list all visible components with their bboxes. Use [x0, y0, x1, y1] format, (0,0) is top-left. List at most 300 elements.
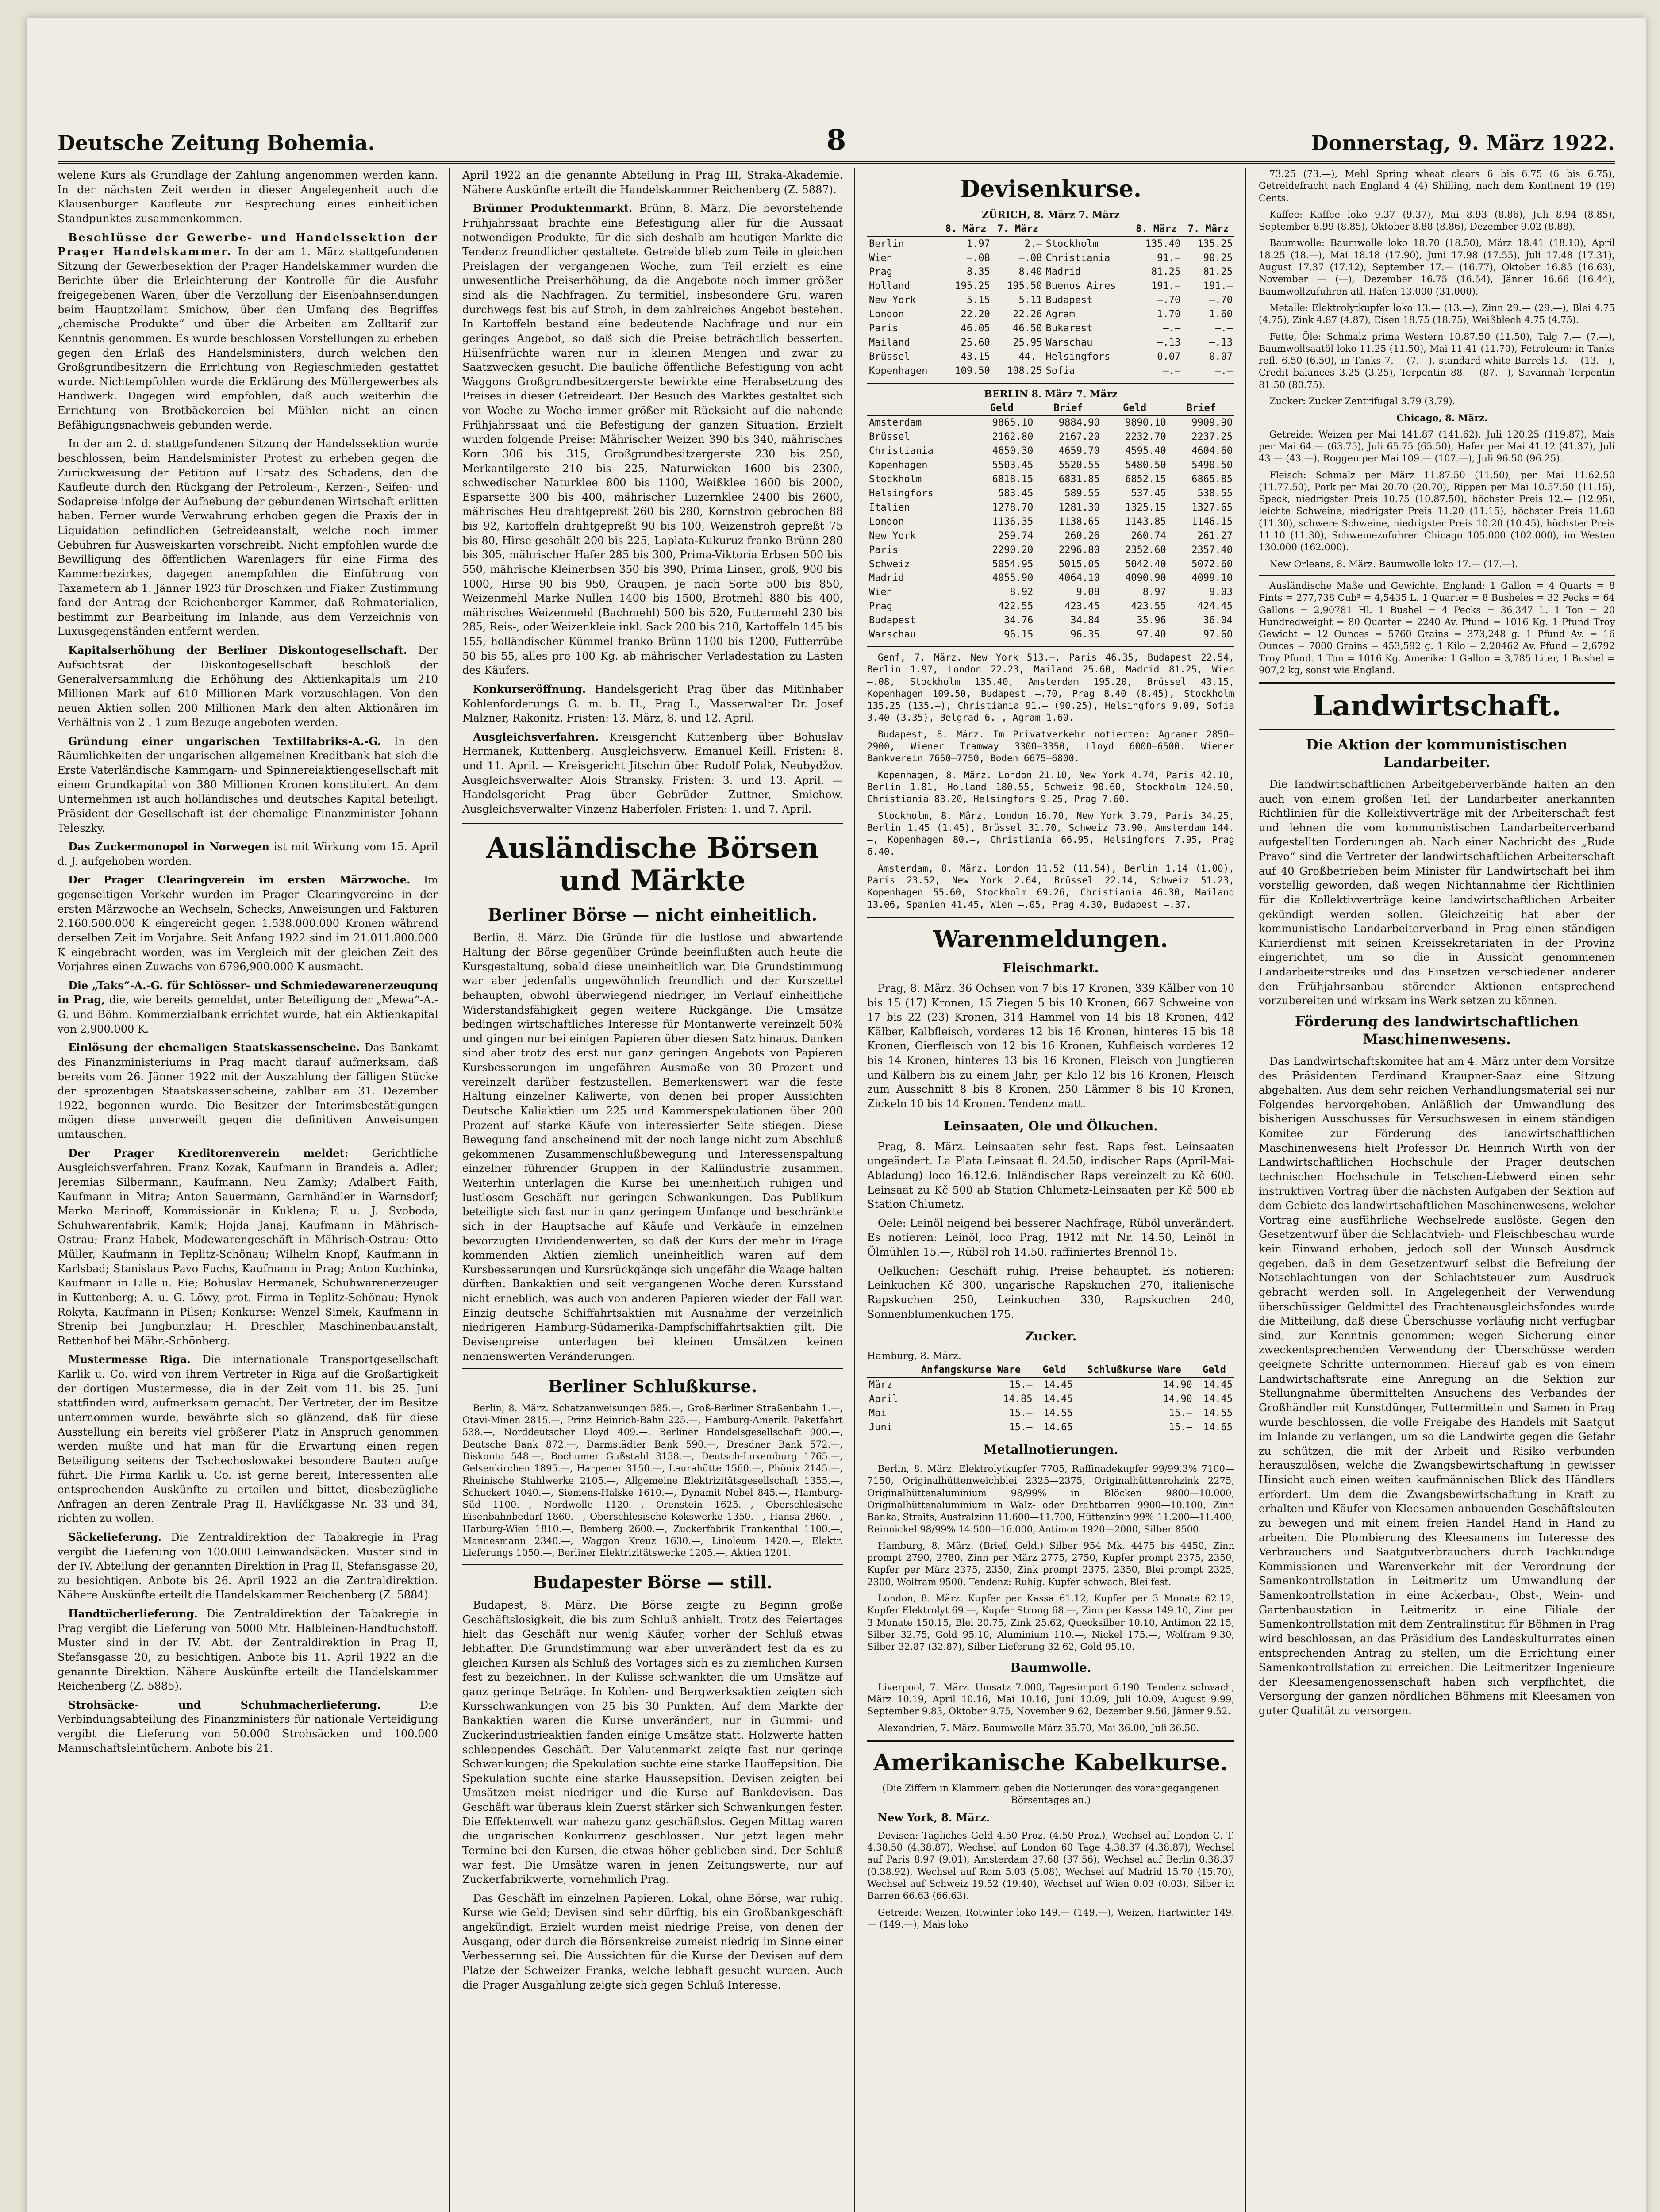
article-dateline: New York, 8. März.	[878, 1811, 990, 1824]
article-text: In den Räumlichkeiten der ungarischen allgemeinen Kreditbank hat sich die Erste Vaterländische Kammgarn- und Spinnereiaktiengesellschaft mit einem Grundkapital von 380 Millionen Kronen konstituiert. An dem Unternehmen ist auch holländisches und deutsches Kapital beteiligt. Präsident der Gesellschaft ist der ehemalige Finanzminister Johann Teleszky.	[58, 735, 438, 834]
table-cell: 14.90	[1163, 1394, 1192, 1405]
table-row	[867, 458, 1234, 472]
article-title: Brünner Produktenmarkt.	[473, 202, 633, 215]
table-cell: —.—	[1163, 365, 1181, 376]
divider	[1259, 575, 1615, 576]
table-cell: 1143.85	[1125, 516, 1166, 527]
article-text: April 1922 an die genannte Abteilung in Prag III, Straka-Akademie. Nähere Auskünfte erteilt die Handelskammer Reichenberg (Z. 5887).	[462, 169, 843, 196]
table-cell: 589.55	[1064, 488, 1100, 499]
table-cell: 14.45	[1043, 1379, 1073, 1391]
table-cell: 4090.90	[1125, 572, 1166, 584]
table-cell: 15.—	[1009, 1421, 1033, 1433]
table-cell: Stockholm	[869, 474, 922, 485]
table-cell: 14.45	[1043, 1394, 1073, 1405]
table-row	[867, 307, 1234, 322]
table-cell: Budapest	[1045, 295, 1093, 306]
article-text: Berlin, 8. März. Die Gründe für die lustlose und abwartende Haltung der Börse gegenüber Gründe beeinflußten auch heute die Kursgestaltung, sobald diese uneinheitlich war. Die Grundstimmung war aber jedenfalls ungewöhnlich freundlich und der Kurszettel behaupten, obwohl überwiegend niedriger, im Verlauf einheitliche Widerstandsfähigkeit gegen weitere Rückgänge. Die Umsätze bedingen wirtschaftliches Interesse für Montanwerte vereinzelt 50% und gingen nur bei einigen Papieren über diesen Satz hinaus. Danken sind aber trotz des erst nur ganz geringen Angebots von Papieren Kursbesserungen im ungefähren Ausmaße von 30 Prozent und vereinzelt darüber festzustellen. Bemerkenswert war die feste Haltung einzelner Kaliwerte, von denen bei proper Aussichten Deutsche Kaliaktien um 225 und Kammerspekulationen über 200 Prozent auf starke Käufe von interessierter Seite stiegen. Diese Bewegung fand anscheinend mit der noch lange nicht zum Abschluß gekommenen Zusammenschlußbewegung und Interessenspaltung einzelner führender Gruppen in der Kaliindustrie zusammen. Weiterhin unterlagen die Kurse bei uneinheitlich ruhigen und lustlosem Geschäft nur geringen Schwankungen. Das Publikum beteiligte sich fast nur in ganz geringem Umfange und beschränkte sich in der Hauptsache auf Käufe und Verkäufe in einzelnen bevorzugten Dividendenwerten, so daß der Kurs der mehr in Frage kommenden Aktien ziemlich uneinheitlich waren auf dem Kursbesserungen und Kursrückgänge sich ungefähr die Waage halten dürften. Bankaktien und seit vergangenen Woche deren Kursstand nicht erheblich, was auch von anderen Papieren wieder der Fall war. Einzig deutsche Schiffahrtsaktien mit Ausnahme der verzeinlich niedrigeren Hamburg-Südamerika-Dampfschiffahrtsaktien gilt. Die Devisenpreise unterlagen bei kleinen Umsätzen keinen nennenswerten Veränderungen.	[462, 931, 843, 1363]
rates-text: Amsterdam, 8. März. London 11.52 (11.54), Berlin 1.14 (1.00), Paris 23.52, New York 2.64, Brüssel 22.14, Schweiz 51.23, Kopenhagen 55.60, Stockholm 69.26, Christiania 46.30, Mailand 13.06, Spanien 41.45, Wien —.05, Prag 4.30, Budapest —.37.	[867, 863, 1234, 910]
table-cell: 135.40	[1145, 238, 1181, 250]
table-row	[867, 487, 1234, 501]
article-title: Das Zuckermonopol in Norwegen	[68, 840, 269, 853]
table-cell: Paris	[869, 544, 899, 556]
article-text: Das Geschäft im einzelnen Papieren. Lokal, ohne Börse, war ruhig. Kurse wie Geld; Devisen sind sehr dürftig, bis ein Großbankgeschäft angekündigt. Erzielt wurden meist niedrige Preise, von denen der Ausgang, oder durch die Börsenkreise zumeist niedrig im Sinne einer Verbesserung sei. Die Aussichten für die Kurse der Devisen auf dem Platze der Schweizer Franks, welche lebhaft gesucht wurden. Auch die Prager Ausgahlung zeigte sich gegen Schluß Interesse.	[462, 1892, 843, 1991]
table-cell: 4650.30	[992, 445, 1034, 457]
section-heading: Landwirtschaft.	[1312, 689, 1561, 723]
table-cell: Kopenhagen	[869, 365, 928, 376]
table-cell: 1325.15	[1125, 502, 1166, 513]
table-title: BERLIN 8. März 7. März	[984, 388, 1118, 400]
article-paragraph	[462, 730, 843, 817]
article-text: Berlin, 8. März. Elektrolytkupfer 7705, Raffinadekupfer 99/99.3% 7100—7150, Originalhüttenweichblei 2325—2375, Originalhüttenrohzink 2275, Originalhüttenaluminium 98/99% in Blöcken 9800—10.000, Originalhüttenaluminium in Walz- oder Drahtbarren 9900—10.100, Zinn Banka, Straits, Australzinn 11.600—11.700, Hüttenzinn 99% 11.200—11.400, Reinnickel 98/99% 14.500—16.000, Antimon 1920—2000, Silber 8500.	[867, 1463, 1234, 1535]
table-cell: 25.60	[961, 337, 990, 348]
section-heading: Amerikanische Kabelkurse.	[873, 1749, 1229, 1776]
table-cell: 96.35	[1070, 629, 1100, 641]
table-cell: 9890.10	[1125, 417, 1166, 429]
article-title: Gründung einer ungarischen Textilfabriks-A.-G.	[68, 734, 381, 748]
article-paragraph	[58, 1530, 438, 1602]
article-dateline: Chicago, 8. März.	[1396, 412, 1488, 424]
article-text: Berlin, 8. März. Schatzanweisungen 585.—, Groß-Berliner Straßenbahn 1.—, Otavi-Minen 2815.—, Prinz Heinrich-Bahn 225.—, Hamburg-Amerik. Paketfahrt 538.—, Norddeutscher Lloyd 409.—, Berliner Handelsgesellschaft 900.—, Deutsche Bank 872.—, Darmstädter Bank 590.—, Dresdner Bank 572.—, Diskonto 548.—, Bochumer Gußstahl 3158.—, Deutsch-Luxemburg 1765.—, Gelsenkirchen 1895.—, Harpener 3150.—, Laurahütte 1560.—, Phönix 2145.—, Rheinische Stahlwerke 2105.—, Allgemeine Elektrizitätsgesellschaft 1355.—, Schuckert 1040.—, Siemens-Halske 1610.—, Dynamit Nobel 845.—, Hamburg-Süd 1100.—, Nordwolle 1120.—, Orenstein 1625.—, Oberschlesische Eisenbahnbedarf 1860.—, Oberschlesische Kokswerke 1350.—, Hansa 2860.—, Harburg-Wien 1810.—, Bemberg 2600.—, Zuckerfabrik Frankenthal 1100.—, Mannesmann 2340.—, Waggon Kreuz 1630.—, Linoleum 1420.—, Elektr. Lieferungs 1050.—, Berliner Elektrizitätswerke 1205.—, Aktien 1201.	[462, 1402, 843, 1559]
section-divider	[867, 917, 1234, 918]
table-cell: 22.26	[1013, 309, 1042, 320]
table-cell: 36.04	[1203, 615, 1233, 626]
divider	[462, 1368, 843, 1369]
column-2	[462, 168, 843, 2212]
article-title: Der Prager Kreditorenverein meldet:	[68, 1146, 349, 1160]
table-row	[867, 1406, 1234, 1421]
table-cell: 583.45	[998, 488, 1034, 499]
page-header	[58, 106, 1615, 164]
section-divider	[462, 823, 843, 824]
table-cell: Sofia	[1045, 365, 1075, 376]
column-rule	[1245, 168, 1246, 2212]
article-text: Gerichtliche Ausgleichsverfahren. Franz Kozak, Kaufmann in Brandeis a. Adler; Jeremias Silbermann, Kaufmann, Neu Zamky; Adalbert Faith, Kaufmann in Mitra; Anton Sauermann, Garnhändler in Warnsdorf; Marko Marinoff, Kommissionär in Kuklena; F. u. J. Svoboda, Schuhwarenfabrik, Kamik; Hojda Janaj, Kaufmann in Mährisch-Ostrau; Franz Habek, Modewarengeschäft in Mährisch-Ostrau; Otto Müller, Kaufmann in Teplitz-Schönau; Wilhelm Knopf, Kaufmann in Karlsbad; Stanislaus Pavo Fuchs, Kaufmann in Prag; Anton Kuchinka, Kaufmann in Lille u. Eie; Bohuslav Hermanek, Schuhwarenerzeuger in Kuttenberg; A. u. G. Löwy, prot. Firma in Teplitz-Schönau; Hynek Rokyta, Kaufmann in Pilsen; Konkurse: Wenzel Simek, Kaufmann in Strenip bei Jungbunzlau; H. Dreschler, Maschinenbauanstalt, Rettenhof bei Mähr.-Schönberg.	[58, 1147, 438, 1347]
section-divider	[867, 1740, 1234, 1742]
article-text: Die internationale Transportgesellschaft Karlik u. Co. wird von ihrem Vertreter in Riga auf die Großartigkeit der dortigen Mustermesse, die in der Zeit vom 11. bis 25. Juni stattfinden wird, aufmerksam gemacht. Der Vertreter, der im Besitze unternommen wurde, bewährte sich so glänzend, daß für diese Ausstellung ein bereits viel größerer Platz in Anspruch genommen werden mußte und hat man für die Erwartung einen regen Beteiligung seitens der Tschechoslowakei besondere Bauten aufge führt. Die Firma Karlik u. Co. ist gerne bereit, Interessenten alle entsprechenden Auskünfte zu erteilen und bittet, diesbezügliche Anfragen an deren Zentrale Prag II, Havlíčkgasse Nr. 33 und 34, richten zu wollen.	[58, 1353, 438, 1525]
table-row	[867, 585, 1234, 599]
table-cell: 6818.15	[992, 474, 1034, 485]
table-cell: Wien	[869, 252, 892, 264]
table-cell: 43.15	[961, 351, 990, 362]
table-cell: 5054.95	[992, 558, 1034, 570]
article-text: In der am 2. d. stattgefundenen Sitzung der Handelssektion wurde beschlossen, beim Handelsminister Protest zu erheben gegen die Zurückweisung der Petition auf Ersatz des Schadens, den die Kaufleute durch den Rückgang der Petroleum-, Kerzen-, Seifen- und Sodapreise infolge der Aufhebung der gebundenen Wirtschaft erlitten haben. Ferner wurde Verwahrung erhoben gegen die Praxis der in Liquidation befindlichen Getreideanstalt, welche noch immer Gebühren für Ausweiskarten vorschreibt. Nicht empfohlen wurde die Bewilligung des öffentlichen Warenlagers für eine Firma des Kammerbezirkes, dagegen anempfohlen die Einführung von Taxametern ab 1. Jänner 1923 für Droschken und Fiaker. Zustimmung fand der Antrag der Reichenberger Kammer, daß Rohmaterialien, bestimmt zur Bearbeitung im Inlande, aus dem Verzeichnis von Luxusgegenständen entfernt werden.	[58, 438, 438, 638]
table-cell: 1.97	[966, 238, 990, 250]
article-heading: Budapester Börse — still.	[533, 1572, 772, 1592]
column-rule	[854, 168, 855, 2212]
article-title: Handtücherlieferung.	[68, 1607, 198, 1620]
publication-name: Deutsche Zeitung Bohemia.	[58, 131, 375, 155]
table-cell: 260.26	[1064, 530, 1100, 541]
table-row	[867, 265, 1234, 279]
table-cell: 1327.65	[1191, 502, 1233, 513]
table-cell: 4595.40	[1125, 445, 1166, 457]
table-cell: 15.—	[1009, 1408, 1033, 1419]
table-cell: Juni	[869, 1421, 892, 1433]
table-cell: —.13	[1157, 337, 1181, 348]
table-cell: 15.—	[1009, 1379, 1033, 1391]
article-title: Säckelieferung.	[68, 1530, 162, 1544]
article-text: die, wie bereits gemeldet, unter Beteiligung der „Mewa“-A.-G. und Böhm. Kommerzialbank errichtet wurde, hat ein Aktienkapital von 2,900.000 K.	[58, 994, 438, 1035]
table-row	[867, 614, 1234, 628]
table-cell: 1136.35	[992, 516, 1034, 527]
table-cell: 2.—	[1024, 238, 1042, 250]
table-cell: Warschau	[869, 629, 916, 641]
table-cell: Agram	[1045, 309, 1075, 320]
divider	[867, 383, 1234, 384]
subsection-heading: Metallnotierungen.	[983, 1442, 1118, 1457]
table-cell: 25.95	[1013, 337, 1042, 348]
subsection-heading: Zucker.	[1025, 1329, 1077, 1344]
table-cell: 9909.90	[1191, 417, 1233, 429]
rates-text: Kopenhagen, 8. März. London 21.10, New York 4.74, Paris 42.10, Berlin 1.81, Holland 180.55, Schweiz 90.60, Stockholm 124.50, Christiania 83.20, Helsingfors 9.25, Prag 7.60.	[867, 769, 1234, 805]
divider	[462, 1564, 843, 1565]
table-cell: 81.25	[1151, 266, 1181, 278]
table-cell: —.—	[1215, 323, 1233, 334]
table-cell: 0.07	[1157, 351, 1181, 362]
table-cell: 4055.90	[992, 572, 1034, 584]
table-row	[867, 472, 1234, 487]
table-cell: 109.50	[955, 365, 990, 376]
table-cell: 4659.70	[1058, 445, 1100, 457]
table-cell: Christiania	[869, 445, 934, 457]
article-paragraph	[58, 230, 438, 433]
table-cell: 14.55	[1203, 1408, 1233, 1419]
table-row	[867, 515, 1234, 529]
table-cell: —.—	[1163, 323, 1181, 334]
subsection-heading: Baumwolle.	[1010, 1660, 1091, 1675]
article-text: London, 8. März. Kupfer per Kassa 61.12, Kupfer per 3 Monate 62.12, Kupfer Elektrolyt 69.—, Kupfer Strong 68.—, Zinn per Kassa 149.10, Zinn per 3 Monate 150.15, Blei 20.75, Zink 25.62, Quecksilber 10.10, Antimon 22.15, Silber 32.75, Gold 95.10, Aluminium 110.—, Nickel 175.—, Wolfram 9.30, Silber 32.87 (32.87), Silber Lieferung 32.62, Gold 95.10.	[867, 1593, 1234, 1652]
table-cell: 14.45	[1203, 1379, 1233, 1391]
table-cell: 422.55	[998, 601, 1034, 612]
table-cell: Mai	[869, 1408, 887, 1419]
article-title: Einlösung der ehemaligen Staatskassenscheine.	[68, 1041, 360, 1054]
article-text: In der am 1. März stattgefundenen Sitzung der Gewerbesektion der Prager Handelskammer wurden die Berichte über die Erleichterung der Kontrolle für die Ausfuhr freigegebenen Waren, über die Verzollung der Eisenbahnsendungen beim Hauptzollamt Smichow, über den Umfang des Begriffes „chemische Produkte“ und über die Arbeiten am Zolltarif zur Kenntnis genommen. Es wurde beschlossen Vorstellungen zu erheben gegen den Erlaß des Handelsministers, durch welchen den Großgrundbesitzern die Errichtung von Regieschmieden gestattet wurde. Nichtempfohlen wurde die Erklärung des Müllergewerbes als Handwerk. Dagegen wird empfohlen, daß auch weiterhin die Errichtung von Brotbäckereien bei Mühlen nicht an einen Befähigungsnachweis gebunden werde.	[58, 246, 438, 431]
table-cell: 6852.15	[1125, 474, 1166, 485]
table-cell: 9.08	[1076, 587, 1100, 598]
table-cell: 537.45	[1131, 488, 1166, 499]
article-text: ist mit Wirkung vom 15. April d. J. aufgehoben worden.	[58, 841, 438, 868]
article-paragraph	[58, 1698, 438, 1756]
table-cell: Brüssel	[869, 351, 910, 362]
table-cell: 191.—	[1151, 280, 1181, 292]
article-title: Ausgleichsverfahren.	[473, 730, 599, 743]
table-cell: Helsingfors	[1045, 351, 1111, 362]
table-cell: 4064.10	[1058, 572, 1100, 584]
table-cell: 2232.70	[1125, 431, 1166, 443]
table-cell: 5480.50	[1125, 460, 1166, 471]
article-paragraph	[58, 873, 438, 974]
article-paragraph	[58, 840, 438, 868]
table-cell: Holland	[869, 280, 910, 292]
article-text: Im gegenseitigen Verkehr wurden im Prager Clearingvereine in der ersten Märzwoche an Wechseln, Schecks, Anweisungen und Fakturen 2.160.500.000 K eingereicht gegen 1.538.000.000 Kronen während derselben Zeit im Vorjahre. Seit Anfang 1922 sind im 21.011.800.000 K eingebracht worden, was im Vergleich mit der gleichen Zeit des Vorjahres einen Zuwachs von 6796,900.000 K ausmacht.	[58, 874, 438, 973]
table-cell: 2167.20	[1058, 431, 1100, 443]
table-cell: 35.96	[1137, 615, 1166, 626]
article-text: Getreide: Weizen, Rotwinter loko 149.— (149.—), Weizen, Hartwinter 149.— (149.—), Mais loko	[867, 1907, 1234, 1930]
table-header-cell: Anfangskurse Ware	[907, 1363, 1034, 1378]
table-cell: —.08	[1018, 252, 1042, 264]
table-row	[867, 237, 1234, 251]
table-cell: 135.25	[1197, 238, 1233, 250]
table-cell: 9884.90	[1058, 417, 1100, 429]
rates-text: Stockholm, 8. März. London 16.70, New York 3.79, Paris 34.25, Berlin 1.45 (1.45), Brüssel 31.70, Schweiz 73.90, Amsterdam 144.—, Kopenhagen 80.—, Christiania 66.95, Helsingfors 7.95, Prag 6.40.	[867, 810, 1234, 857]
berlin-rates-table	[867, 401, 1234, 642]
table-cell: 44.—	[1018, 351, 1042, 362]
section-heading: Warenmeldungen.	[933, 926, 1168, 953]
table-cell: 6865.85	[1191, 474, 1233, 485]
table-row	[867, 251, 1234, 265]
article-text: Liverpool, 7. März. Umsatz 7.000, Tagesimport 6.190. Tendenz schwach, März 10.19, April 10.16, Mai 10.16, Juni 10.09, Juli 10.09, August 9.99, September 9.83, Oktober 9.75, November 9.62, Dezember 9.56, Jänner 9.52.	[867, 1682, 1234, 1717]
table-title: ZÜRICH, 8. März 7. März	[982, 209, 1120, 221]
table-cell: 1138.65	[1058, 516, 1100, 527]
table-cell: 108.25	[1007, 365, 1042, 376]
article-text: Das Landwirtschaftskomitee hat am 4. März unter dem Vorsitze des Präsidenten Ferdinand Kraupner-Saaz eine Sitzung abgehalten. Aus dem sehr reichen Verhandlungsmaterial sei nur Folgendes hervorgehoben. Anläßlich der Umwandlung des bisherigen Ausschusses für Versuchswesen in einem ständigen Komitee zur Förderung des landwirtschaftlichen Maschinenwesens hielt Professor Dr. Heinrich Wirth von der Landwirtschaftlichen Hochschule der Prager deutschen technischen Hochschule in Tetschen-Liebwerd einen sehr instruktiven Vortrag über die nächsten Aufgaben der Sektion auf dem Gebiete des landwirtschaftlichen Maschinenwesens, welcher Vortrag eine ausführliche Wechselrede auslöste. Gegen den Gesetzentwurf über die Schlachtvieh- und Fleischbeschau wurde kein Einwand erhoben, jedoch soll der Wunsch Ausdruck gegeben, daß in dem Gesetzentwurf selbst die Befreiung der Notschlachtungen von der Schlachtsteuer zum Ausdruck gebracht werden soll. In Angelegenheit der Verwendung überschüssiger Geldmittel des Frachtenausgleichsfondes wurde die Mitteilung, daß diese Überschüsse vorläufig nicht verfügbar sind, zur Kenntnis genommen; wegen Sicherung einer zweckentsprechenden Verwendung der Überschüsse werden geeignete Schritte unternommen. Hierauf gab es von einem Landwirtschaftsrate eine Anregung an die Sektion zur Stellungnahme übermittelten Ansuchens des Verbandes der Großhändler mit Kunstdünger, Futtermitteln und Samen in Prag wurde beschlossen, die volle Freigabe des Handels mit Saatgut im Inlande zu verlangen, um so die Landwirte gegen die Gefahr zu schützen, die mit der Arbeit und Risiko verbunden herauszulösen, welche die Zwangsbewirtschaftung in gewisser Hinsicht auch einen weiten kaufmännischen Blick des Händlers erfordert. Um dem die Zwangsbewirtschaftung in Kraft zu erhalten und Käufer von Kleesamen anbauenden Geschäftsleuten zu bewegen und mit einem freien Handel Hand in Hand zu arbeiten. Die Plombierung des Kleesamens im Interesse des Verbrauchers und Saatgutverbrauchers durch Fachkundige Kommissionen und Warenverkehr mit der Verordnung der Samenkontrollstation in Leitmeritz um Umwandlung der Samenkontrollstation in eine Ackerbau-, Obst-, Wein- und Gartenbaustation in Leitmeritz in eine Filiale der Samenkontrollstation mit dem Zentralinstitut für Böhmen in Prag wird beschlossen, an das Präsidium des Landeskulturrates einen entsprechenden Antrag zu stellen, um die Errichtung einer Samenkontrollstation zu erreichen. Die Leitmeritzer Ingenieure der Kleesamengenossenschaft haben sich verpflichtet, die Versorgung der ganzen nördlichen Böhmens mit Kleesamen von guter Qualität zu versorgen.	[1259, 1055, 1615, 1717]
table-header-cell: Geld	[968, 401, 1035, 416]
article-text: Alexandrien, 7. März. Baumwolle März 35.70, Mai 36.00, Juli 36.50.	[878, 1722, 1199, 1733]
article-title: Der Prager Clearingverein im ersten Märzwoche.	[68, 873, 411, 887]
article-text: Brünn, 8. März. Die bevorstehende Frühjahrssaat brachte eine Befestigung aller für die Aussaat notwendigen Produkte, für die sich deshalb am heutigen Markte die Tendenz freundlicher gestaltete. Getreide blieb zum Teile in gleichen Preislagen der vergangenen Woche, zum Teil erzielt es eine unwesentliche Preiserhöhung, da die Angebote noch immer größer sind als die Nachfragen. Zu termitiel, insbesondere Gru, waren durchwegs fest bis auf Stroh, in dem zahlreiches Angebot bestehen. In Kartoffeln bestand eine bedeutende Nachfrage und nur ein geringes Angebot, so daß sich die Preise beträchtlich besserten. Hülsenfrüchte waren nur in kleinen Mengen und zwar zu Saatzwecken gesucht. Die bauliche öffentliche Befestigung von acht Waggons Großgrundbesitzergerste bewirkte eine Herabsetzung des Preises in dieser Getreideart. Der Besuch des Marktes gestaltet sich von Woche zu Woche immer größer mit Rücksicht auf die nahende Frühjahrssaat und die Befestigung der ganzen Situation. Erzielt wurden folgende Preise: Mährischer Weizen 390 bis 340, mährisches Korn 306 bis 315, Großgrundbesitzergerste 230 bis 250, Merkantilgerste 210 bis 225, Naturwicken 1600 bis 2300, schwedischer Naturklee 800 bis 1100, Weißklee 1600 bis 2000, Esparsette 300 bis 400, mährischer Luzernklee 2400 bis 2600, mährisches Heu drahtgepreßt 260 bis 280, Kornstroh gebrochen 88 bis 92, Kartoffeln drahtgepreßt 90 bis 100, Weizenstroh gepreßt 75 bis 80, Hirse geschält 200 bis 225, Laplata-Kukuruz franko Brünn 280 bis 305, mährischer Hafer 285 bis 300, Prima-Viktoria Erbsen 500 bis 550, mährische Kleinerbsen 350 bis 390, Prima Linsen, groß, 900 bis 1000, Hirse 90 bis 950, Graupen, je nach Sorte 500 bis 850, Weizenmehl Marke Nullen 1400 bis 1500, Brotmehl 880 bis 400, mährisches Weizenmehl (Bachmehl) 500 bis 520, Futtermehl 230 bis 285, Reis-, oder Weizenkleie inkl. Sack 200 bis 210, Kartoffeln 145 bis 155, holländischer Kümmel franko Brünn 1100 bis 1200, Futterrübe 50 bis 55, alles pro 100 Kg. ab mährischer Verladestation zu Lasten des Käufers.	[462, 202, 843, 677]
agriculture-banner	[1259, 682, 1615, 730]
table-header-cell: Schlußkurse Ware	[1075, 1363, 1194, 1378]
table-cell: 423.45	[1064, 601, 1100, 612]
table-cell: 2162.80	[992, 431, 1034, 443]
table-header-cell	[1044, 222, 1130, 237]
table-cell: 46.05	[961, 323, 990, 334]
table-cell: 46.50	[1013, 323, 1042, 334]
measures-text: Ausländische Maße und Gewichte. England: 1 Gallon = 4 Quarts = 8 Pints = 277,738 Cub³ = 4,5435 L. 1 Quarter = 8 Busheles = 32 Pecks = 64 Gallons = 2,90781 Hl. 1 Bushel = 4 Pecks = 36,347 L. 1 Ton = 20 Hundredweight = 80 Quarter = 2240 Av. Pfund = 1016 Kg. 1 Pfund Troy Gewicht = 12 Ounces = 5760 Grains = 373,248 g. 1 Pfund Av. = 16 Ounces = 7000 Grains = 453,592 g. 1 Kilo = 2,20462 Av. Pfund = 2,6792 Troy Pfund. 1 Ton = 1016 Kg. Amerika: 1 Gallon = 3,785 Liter, 1 Bushel = 907,2 kg, sonst wie England.	[1259, 580, 1615, 676]
table-cell: Budapest	[869, 615, 916, 626]
article-title: Die „Taks“-A.-G. für Schlösser- und Schmiedewarenerzeugung in Prag,	[58, 979, 438, 1006]
table-cell: London	[869, 516, 904, 527]
divider	[867, 646, 1234, 647]
table-cell: 2352.60	[1125, 544, 1166, 556]
table-cell: 14.55	[1043, 1408, 1073, 1419]
table-row	[867, 322, 1234, 336]
table-header-cell: Geld	[1034, 1363, 1075, 1378]
table-cell: 1278.70	[992, 502, 1034, 513]
table-cell: 96.15	[1004, 629, 1034, 641]
article-text: Die Zentraldirektion der Tabakregie in Prag vergibt die Lieferung von 5000 Mtr. Halbleinen-Handtuchstoff. Muster sind in der IV. Abt. der Zentraldirektion in Prag II, Stefansgasse 20, zu besichtigen. Anbote bis 11. April 1922 an die genannte Direktion. Nähere Auskünfte erteilt die Handelskammer Reichenberg (Z. 5885).	[58, 1608, 438, 1693]
table-cell: —.70	[1209, 295, 1233, 306]
table-cell: New York	[869, 295, 916, 306]
section-note: (Die Ziffern in Klammern geben die Notierungen des vorangegangenen Börsentages an.)	[882, 1782, 1219, 1805]
table-row	[867, 350, 1234, 364]
table-cell: 97.40	[1137, 629, 1166, 641]
table-cell: 4099.10	[1191, 572, 1233, 584]
table-cell: 260.74	[1131, 530, 1166, 541]
table-cell: 15.—	[1168, 1421, 1192, 1433]
table-cell: 6831.85	[1058, 474, 1100, 485]
table-row	[867, 599, 1234, 614]
table-row	[867, 430, 1234, 444]
table-cell: 14.90	[1163, 1379, 1192, 1391]
table-cell: Warschau	[1045, 337, 1093, 348]
article-heading: Die Aktion der kommunistischen Landarbeiter.	[1306, 736, 1568, 771]
article-text: Oelkuchen: Geschäft ruhig, Preise behauptet. Es notieren: Leinkuchen Kč 300, ungarische Rapskuchen 270, italienische Rapskuchen 250, Leinkuchen 330, Rapskuchen 240, Sonnenblumenkuchen 175.	[867, 1264, 1234, 1321]
article-paragraph	[58, 1607, 438, 1694]
table-cell: 538.55	[1197, 488, 1233, 499]
table-cell: April	[869, 1394, 899, 1405]
table-row	[867, 1421, 1234, 1435]
table-header-cell: 8. März	[1130, 222, 1183, 237]
table-cell: 5015.05	[1058, 558, 1100, 570]
table-cell: 2357.40	[1191, 544, 1233, 556]
table-row	[867, 529, 1234, 543]
table-cell: Mailand	[869, 337, 910, 348]
table-row	[867, 501, 1234, 515]
section-heading: Ausländische Börsen und Märkte	[486, 831, 819, 898]
subsection-heading: Fleischmarkt.	[1003, 960, 1099, 975]
table-cell: 423.55	[1131, 601, 1166, 612]
table-row	[867, 628, 1234, 642]
table-cell: 91.—	[1157, 252, 1181, 264]
article-paragraph	[462, 682, 843, 726]
article-paragraph	[462, 201, 843, 678]
table-row	[867, 571, 1234, 585]
article-text: Fleisch: Schmalz per März 11.87.50 (11.50), per Mai 11.62.50 (11.77.50), Pork per Mai 20.70 (20.70), Rippen per Mai 10.57.50 (11.15), Speck, niedrigster Preis 10.75 (10.87.50), höchster Preis 12.— (12.95), leichte Schweine, niedrigster Preis 11.20 (11.15), höchster Preis 11.60 (11.30), schwere Schweine, niedrigster Preis 10.20 (10.45), höchster Preis 11.10 (11.30), Schweinezufuhren Chicago 105.000 (102.000), im Westen 130.000 (162.000).	[1259, 469, 1615, 553]
table-cell: 14.45	[1203, 1394, 1233, 1405]
table-cell: 5.15	[966, 295, 990, 306]
table-cell: 259.74	[998, 530, 1034, 541]
rates-text: Genf, 7. März. New York 513.—, Paris 46.35, Budapest 22.54, Berlin 1.97, London 22.23, Mailand 25.60, Madrid 81.25, Wien —.08, Stockholm 135.40, Amsterdam 195.20, Brüssel 43.15, Kopenhagen 109.50, Budapest —.70, Prag 8.40 (8.45), Stockholm 135.25 (135.—), Christiania 91.— (90.25), Helsingfors 9.09, Sofia 3.40 (3.35), Belgrad 6.—, Agram 1.60.	[867, 652, 1234, 723]
article-text: Metalle: Elektrolytkupfer loko 13.— (13.—), Zinn 29.— (29.—), Blei 4.75 (4.75), Zink 4.87 (4.87), Eisen 18.75 (18.75), Weißblech 4.75 (4.75).	[1259, 302, 1615, 326]
article-text: Die Verbindungsabteilung des Finanzministers für nationale Verteidigung vergibt die Lieferung von 50.000 Strohsäcken und 100.000 Mannschaftsleintüchern. Anbote bis 21.	[58, 1698, 438, 1755]
table-header-cell: Brief	[1168, 401, 1234, 416]
table-row	[867, 444, 1234, 458]
table-cell: 2290.20	[992, 544, 1034, 556]
table-cell: Brüssel	[869, 431, 910, 443]
table-cell: 8.35	[966, 266, 990, 278]
subsection-heading: Leinsaaten, Ole und Ölkuchen.	[944, 1118, 1158, 1133]
table-cell: 90.25	[1203, 252, 1233, 264]
table-cell: Christiania	[1045, 252, 1111, 264]
article-text: Baumwolle: Baumwolle loko 18.70 (18.50), März 18.41 (18.10), April 18.25 (18.—), Mai 18.18 (17.90), Juni 17.98 (17.55), Juli 17.48 (17.31), August 17.37 (17.12), September 17.— (16.77), Oktober 16.85 (16.63), November — (—), Dezember 16.75 (16.54), Jänner 16.66 (16.44), Baumwollzufuhren atl. Häfen 13.000 (31.000).	[1259, 238, 1615, 297]
table-cell: 4604.60	[1191, 445, 1233, 457]
table-cell: —.08	[966, 252, 990, 264]
table-cell: 9.03	[1209, 587, 1233, 598]
table-cell: 8.40	[1018, 266, 1042, 278]
table-header-cell	[867, 222, 940, 237]
newspaper-page	[27, 18, 1646, 2212]
table-cell: Amsterdam	[869, 417, 922, 429]
table-row	[867, 543, 1234, 557]
table-cell: 261.27	[1197, 530, 1233, 541]
column-rule	[449, 168, 450, 2212]
article-heading: Berliner Börse — nicht einheitlich.	[488, 904, 818, 925]
article-text: New Orleans, 8. März. Baumwolle loko 17.— (17.—).	[1269, 558, 1518, 569]
table-cell: 81.25	[1203, 266, 1233, 278]
article-text: Kaffee: Kaffee loko 9.37 (9.37), Mai 8.93 (8.86), Juli 8.94 (8.85), September 8.99 (8.85), Oktober 8.88 (8.86), Dezember 9.02 (8.88).	[1259, 209, 1615, 232]
table-cell: 5042.40	[1125, 558, 1166, 570]
table-cell: 1281.30	[1058, 502, 1100, 513]
table-row	[867, 336, 1234, 350]
table-cell: Prag	[869, 266, 892, 278]
table-cell: 0.07	[1209, 351, 1233, 362]
table-cell: 34.84	[1070, 615, 1100, 626]
table-row	[867, 1378, 1234, 1392]
article-title: Konkurseröffnung.	[473, 682, 586, 695]
table-title: Hamburg, 8. März.	[867, 1351, 961, 1362]
table-cell: Kopenhagen	[869, 460, 928, 471]
table-cell: 5.11	[1018, 295, 1042, 306]
table-cell: 5072.60	[1191, 558, 1233, 570]
article-text: 73.25 (73.—), Mehl Spring wheat clears 6 bis 6.75 (6 bis 6.75), Getreidefracht nach England 4 (4) Shilling, nach dem Kontinent 19 (19) Cents.	[1259, 169, 1615, 204]
article-text: Das Bankamt des Finanzministeriums in Prag macht darauf aufmerksam, daß bereits vom 26. Jänner 1922 mit der Auszahlung der fälligen Stücke der sprozentigen Staatskassenscheine, zahlbar am 31. Dezember 1922, begonnen wurde. Die Besitzer der Interimsbestätigungen mögen diese unverweilt gegen die definitiven Anweisungen umtauschen.	[58, 1041, 438, 1141]
column-4	[1259, 168, 1615, 2212]
table-row	[867, 364, 1234, 378]
table-cell: 191.—	[1203, 280, 1233, 292]
table-cell: Madrid	[869, 572, 904, 584]
table-cell: New York	[869, 530, 916, 541]
article-text: Prag, 8. März. Leinsaaten sehr fest. Raps fest. Leinsaaten ungeändert. La Plata Leinsaat fl. 24.50, indischer Raps (April-Mai-Abladung) loco 16.12.6. Inländischer Raps vereinzelt zu Kč 600. Leinsaat zu Kč 500 ab Station Chlumetz-Leinsaaten per Kč 500 ab Station Chlumetz.	[867, 1140, 1234, 1211]
table-cell: 1.70	[1157, 309, 1181, 320]
zurich-rates-table	[867, 222, 1234, 378]
table-cell: 14.85	[1003, 1394, 1033, 1405]
table-cell: 195.50	[1007, 280, 1042, 292]
table-header-cell: Geld	[1194, 1363, 1234, 1378]
issue-date: Donnerstag, 9. März 1922.	[1310, 131, 1615, 155]
article-paragraph	[58, 734, 438, 835]
article-text: Die landwirtschaftlichen Arbeitgeberverbände halten an den auch von einem großen Teil der Landarbeiter anerkannten Richtlinien für die Kollektivverträge mit der Arbeiterschaft fest und lehnen die vom kommunistischen Landarbeiterverband aufgestellten Forderungen ab. Nach einer Nachricht des „Rude Pravo“ sind die Vertreter der landwirtschaftlichen Arbeiterschaft auf 40 Großbetrieben beim Minister für Landwirtschaft bei ihm vorstellig geworden, daß wegen Nichtannahme der Richtlinien für die Kollektivverträge keine landwirtschaftlichen Arbeiter gekündigt werden sollen. Gleichzeitig hat aber der kommunistische Landarbeiterverband in Prag einen ständigen Kurierdienst mit seinen Kreissekretariaten in der Provinz eingerichtet, um so die in Aussicht genommenen Landarbeiterstreiks und das Einsetzen verschiedener anderer den Frühjahrsanbau störender Aktionen entsprechend vorzubereiten und wirksam ins Werk setzen zu können.	[1259, 778, 1615, 1007]
article-text: Oele: Leinöl neigend bei besserer Nachfrage, Rüböl unverändert. Es notieren: Leinöl, loco Prag, 1912 mit Nr. 14.50, Leinöl in Ölmühlen 15.—, Rüböl roh 14.50, raffiniertes Brennöl 15.	[867, 1217, 1234, 1259]
table-header-cell: Brief	[1035, 401, 1101, 416]
table-cell: 97.60	[1203, 629, 1233, 641]
table-cell: —.70	[1157, 295, 1181, 306]
table-cell: 34.76	[1004, 615, 1034, 626]
table-cell: 2296.80	[1058, 544, 1100, 556]
article-text: Devisen: Tägliches Geld 4.50 Proz. (4.50 Proz.), Wechsel auf London C. T. 4.38.50 (4.38.87), Wechsel auf London 60 Tage 4.38.37 (4.38.87), Wechsel auf Paris 8.97 (9.01), Amsterdam 37.68 (37.56), Wechsel auf Berlin 0.38.37 (0.38.92), Wechsel auf Rom 5.03 (5.08), Wechsel auf Madrid 15.70 (15.70), Wechsel auf Schweiz 19.52 (19.40), Wechsel auf Wien 0.03 (0.03), Silber in Barren 66.63 (66.63).	[867, 1830, 1234, 1901]
table-header-cell	[867, 401, 968, 416]
article-text: Kreisgericht Kuttenberg über Bohuslav Hermanek, Kuttenberg. Ausgleichsverw. Emanuel Keill. Fristen: 8. und 11. April. — Kreisgericht Jitschin über Rudolf Polak, Neubydžov. Ausgleichsverwalter Alois Stransky. Fristen: 3. und 13. April. — Handelsgericht Prag über Gebrüder Zuttner, Smichow. Ausgleichsverwalter Vinzenz Haberfoler. Fristen: 1. und 7. April.	[462, 730, 843, 815]
table-cell: 5520.55	[1058, 460, 1100, 471]
table-cell: Schweiz	[869, 558, 910, 570]
table-cell: Paris	[869, 323, 899, 334]
table-header-cell: 7. März	[992, 222, 1044, 237]
table-cell: 14.65	[1203, 1421, 1233, 1433]
table-cell: Buenos Aires	[1045, 280, 1116, 292]
article-paragraph	[58, 979, 438, 1037]
table-row	[867, 279, 1234, 293]
table-cell: —.13	[1209, 337, 1233, 348]
column-1	[58, 168, 438, 2212]
article-text: Budapest, 8. März. Die Börse zeigte zu Beginn große Geschäftslosigkeit, die bis zum Schluß anhielt. Trotz des Feiertages hielt das Geschäft nur wenig Käufer, vorher der Schluß etwas lebhafter. Die Grundstimmung war aber unverändert fest da es zu gleichen Kursen als Schluß des Vortages sich es zu ziemlichen Kursen fest zu bezeichnen. In der Kulisse schwankten die um Umsätze auf ganz geringe Beträge. In Kohlen- und Bergwerksaktien zeigten sich Kursschwankungen von 25 bis 30 Punkten. Auf dem Markte der Bankaktien waren die Kurse unverändert, nur in Gummi- und Zuckerindustrieaktien fanden einige Umsätze statt. Holzwerte hatten schleppendes Geschäft. Der Valutenmarkt zeigte fast nur geringe Schwankungen; die Spekulation suchte eine starke Hauffepsition. Die Spekulation suchte eine starke Haussepsition. Devisen zeigten bei Umsätzen meist niedriger und die Kurse auf Bankdevisen. Das Geschäft war überaus klein Zuerst stärker sich Schwankungen fester. Die Effektenwelt war nahezu ganz geschäftslos. Gegen Mittag waren die ungarischen Konkurrenz geschlossen. Nur jetzt lagen mehr Termine bei den Kursen, die etwas höher geblieben sind. Der Schluß war fest. Die Umsätze waren in jenen Zeitungswerte, nur auf Zuckerfabrikwerte, vornehmlich Prag.	[462, 1599, 843, 1886]
article-heading: Berliner Schlußkurse.	[548, 1376, 757, 1397]
table-cell: 195.25	[955, 280, 990, 292]
table-cell: 9865.10	[992, 417, 1034, 429]
table-cell: Bukarest	[1045, 323, 1093, 334]
article-text: Hamburg, 8. März. (Brief, Geld.) Silber 954 Mk. 4475 bis 4450, Zinn prompt 2790, 2780, Zinn per März 2775, 2750, Kupfer prompt 2375, 2350, Kupfer per März 2375, 2350, Zink prompt 2375, 2350, Blei prompt 2325, 2300, Wolfram 9500. Tendenz: Ruhig. Kupfer schwach, Blei fest.	[867, 1540, 1234, 1587]
article-text: welene Kurs als Grundlage der Zahlung angenommen werden kann. In der nächsten Zeit werden in dieser Angelegenheit auch die Klausenburger Kaufleute zur Besprechung eines einheitlichen Standpunktes zusammenkommen.	[58, 169, 438, 225]
table-cell: Wien	[869, 587, 892, 598]
table-header-cell: Geld	[1102, 401, 1168, 416]
article-text: Zucker: Zucker Zentrifugal 3.79 (3.79).	[1269, 396, 1456, 407]
article-title: Strohsäcke- und Schuhmacherlieferung.	[68, 1698, 381, 1711]
article-text: Handelsgericht Prag über das Mitinhaber Kohlenforderungs G. m. b. H., Prag I., Masserwalter Dr. Josef Malzner, Rakonitz. Fristen: 13. März, 8. und 12. April.	[462, 683, 843, 725]
table-cell: März	[869, 1379, 892, 1391]
table-cell: 15.—	[1168, 1408, 1192, 1419]
table-cell: 5490.50	[1191, 460, 1233, 471]
article-paragraph	[58, 1041, 438, 1141]
table-header-cell: 7. März	[1182, 222, 1234, 237]
section-heading: Devisenkurse.	[960, 176, 1141, 203]
table-cell: Berlin	[869, 238, 904, 250]
article-title: Beschlüsse der Gewerbe- und Handelssektion der Prager Handelskammer.	[58, 230, 438, 258]
article-title: Mustermesse Riga.	[68, 1353, 191, 1366]
article-paragraph	[58, 1352, 438, 1526]
table-cell: Prag	[869, 601, 892, 612]
article-text: Prag, 8. März. 36 Ochsen von 7 bis 17 Kronen, 339 Kälber von 10 bis 15 (17) Kronen, 15 Ziegen 5 bis 10 Kronen, 667 Schweine von 17 bis 22 (23) Kronen, 314 Hammel von 14 bis 18 Kronen, 442 Kälber, Kalbfleisch, vorderes 12 bis 16 Kronen, hinteres 15 bis 18 Kronen, Gierfleisch von 12 bis 16 Kronen, Kuhfleisch vorderes 12 bis 14 Kronen, hinteres 13 bis 16 Kronen, Fleisch von Jungtieren und Kälbern bis zu einem Jahr, per Kilo 12 bis 16 Kronen, Fleisch zum Ausschnitt 8 bis 8 Kronen, 250 Lämmer 8 bis 10 Kronen, Zickeln 10 bis 14 Kronen. Tendenz matt.	[867, 982, 1234, 1110]
article-text: Fette, Öle: Schmalz prima Western 10.87.50 (11.50), Talg 7.— (7.—), Baumwollsaatöl loko 11.25 (11.50), Mai 11.41 (11.70), Petroleum: in Tanks refl. 6.50 (6.50), in Tanks 7.— (7.—), standard white Barrels 13.— (13.—), Credit balances 3.25 (3.25), Terpentin 88.— (87.—), Savannah Terpentin 81.50 (80.75).	[1259, 331, 1615, 390]
article-title: Kapitalserhöhung der Berliner Diskontogesellschaft.	[68, 644, 407, 657]
